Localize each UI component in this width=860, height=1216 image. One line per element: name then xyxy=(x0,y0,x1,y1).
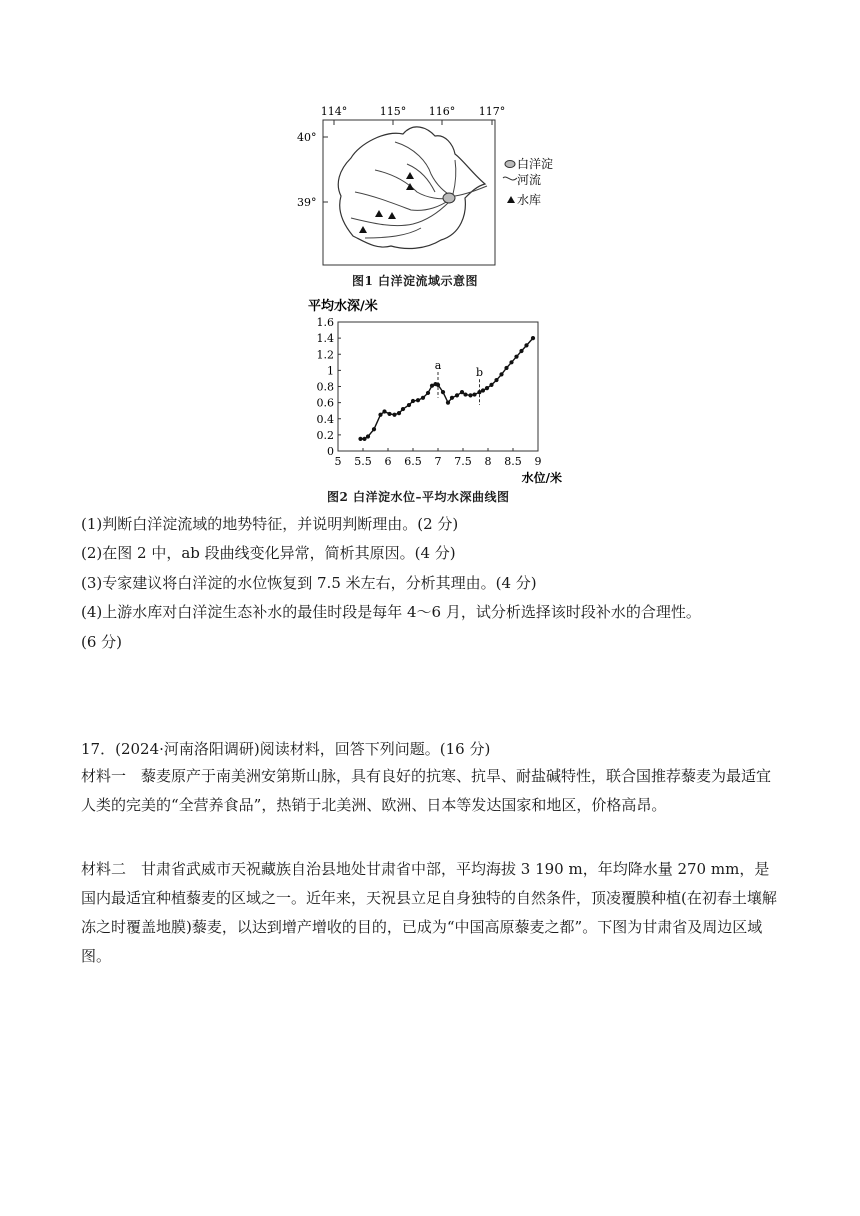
x-tick-label: 8 xyxy=(484,455,492,468)
data-point xyxy=(446,401,450,405)
data-point xyxy=(514,355,518,359)
y-tick-label: 0 xyxy=(327,445,334,458)
data-point xyxy=(481,388,485,392)
data-point xyxy=(397,411,401,415)
y-tick-label: 0.2 xyxy=(316,428,334,442)
x-tick-label: 7 xyxy=(434,455,442,468)
legend-label-reservoir: 水库 xyxy=(517,193,542,207)
y-tick-label: 1.6 xyxy=(316,316,334,329)
x-tick-label: 6.5 xyxy=(404,455,422,468)
question-4: (4)上游水库对白洋淀生态补水的最佳时段是每年 4～6 月，试分析选择该时段补水的合理性。 xyxy=(81,603,701,621)
series-line xyxy=(361,338,534,439)
rivers xyxy=(351,142,487,238)
data-point xyxy=(509,360,513,364)
data-point xyxy=(524,343,528,347)
data-point xyxy=(531,336,535,340)
annotation-label: b xyxy=(475,366,484,380)
data-point xyxy=(382,409,386,413)
data-point xyxy=(519,349,523,353)
reservoirs xyxy=(359,172,414,233)
data-point xyxy=(499,372,503,376)
baiyangdian-lake xyxy=(443,193,455,203)
lat-label-39: 39° xyxy=(297,196,317,209)
depth-chart xyxy=(300,296,570,486)
figure1 xyxy=(295,100,565,290)
question-3: (3)专家建议将白洋淀的水位恢复到 7.5 米左右，分析其理由。(4 分) xyxy=(81,574,537,592)
map-legend xyxy=(503,156,553,207)
x-tick-label: 7.5 xyxy=(454,455,472,468)
x-tick-label: 5.5 xyxy=(354,455,372,468)
reservoir-icon xyxy=(507,196,515,203)
data-point xyxy=(421,396,425,400)
y-tick-label: 1 xyxy=(327,364,334,378)
figure1-caption: 图1 白洋淀流域示意图 xyxy=(352,274,479,288)
data-point xyxy=(407,403,411,407)
data-point xyxy=(366,434,370,438)
lon-label-117: 117° xyxy=(478,105,506,118)
annotation-label: a xyxy=(434,358,442,372)
chart-ylabel: 平均水深/米 xyxy=(308,299,378,314)
x-tick-label: 5 xyxy=(334,455,342,468)
data-point xyxy=(362,437,366,441)
data-point xyxy=(372,427,376,431)
data-point xyxy=(468,393,472,397)
q17-heading: 17．(2024·河南洛阳调研)阅读材料，回答下列问题。(16 分) xyxy=(81,740,491,758)
lake-icon xyxy=(505,161,515,168)
data-point xyxy=(460,390,464,394)
y-tick-label: 0.6 xyxy=(316,396,334,410)
lon-label-116: 116° xyxy=(428,105,456,118)
data-point xyxy=(494,378,498,382)
data-point xyxy=(401,407,405,411)
legend-label-river: 河流 xyxy=(517,173,542,187)
data-point xyxy=(378,413,382,417)
question-1: (1)判断白洋淀流域的地势特征，并说明判断理由。(2 分) xyxy=(81,515,459,533)
data-point xyxy=(472,392,476,396)
data-point xyxy=(416,398,420,402)
data-point xyxy=(463,392,467,396)
data-point xyxy=(426,391,430,395)
y-tick-label: 0.8 xyxy=(316,380,334,394)
legend-label-lake: 白洋淀 xyxy=(517,157,554,171)
figure2-caption: 图2 白洋淀水位–平均水深曲线图 xyxy=(327,490,510,504)
x-tick-label: 8.5 xyxy=(504,455,522,468)
data-point xyxy=(504,366,508,370)
x-tick-label: 9 xyxy=(534,455,542,468)
lat-label-40: 40° xyxy=(297,131,317,144)
data-point xyxy=(436,383,440,387)
question-4-score: (6 分) xyxy=(81,633,123,651)
chart-xlabel: 水位/米 xyxy=(521,471,562,485)
q17-material1: 材料一 藜麦原产于南美洲安第斯山脉，具有良好的抗寒、抗旱、耐盐碱特性，联合国推荐藜麦为最适宜人类的完美的“全营养食品”，热销于北美洲、欧洲、日本等发达国家和地区，价格高昂。 xyxy=(81,767,772,814)
y-tick-label: 1.4 xyxy=(316,332,334,346)
x-tick-label: 6 xyxy=(384,455,392,468)
figure2 xyxy=(300,296,570,486)
lon-label-115: 115° xyxy=(379,105,407,118)
data-point xyxy=(489,383,493,387)
data-point xyxy=(387,412,391,416)
data-point xyxy=(455,393,459,397)
y-tick-label: 1.2 xyxy=(316,348,334,362)
lon-label-114: 114° xyxy=(320,105,348,118)
y-tick-label: 0.4 xyxy=(316,412,334,426)
data-point xyxy=(392,413,396,417)
data-point xyxy=(441,390,445,394)
data-point xyxy=(485,386,489,390)
river-icon xyxy=(503,177,517,180)
data-point xyxy=(411,399,415,403)
q17-material2: 材料二 甘肃省武威市天祝藏族自治县地处甘肃省中部，平均海拔 3 190 m，年均降水量 270 mm，是国内最适宜种植藜麦的区域之一。近年来，天祝县立足自身独特的自然条件，顶凌覆膜种植(在初春土壤解冻之时覆盖地膜)藜麦，以达到增产增收的目的，已成为“中国高原藜麦之都”。下图为甘肃省及周边区域图。 xyxy=(81,860,777,965)
question-2: (2)在图 2 中，ab 段曲线变化异常，简析其原因。(4 分) xyxy=(81,544,456,562)
data-point xyxy=(358,437,362,441)
data-point xyxy=(450,396,454,400)
watershed-map xyxy=(295,100,565,290)
